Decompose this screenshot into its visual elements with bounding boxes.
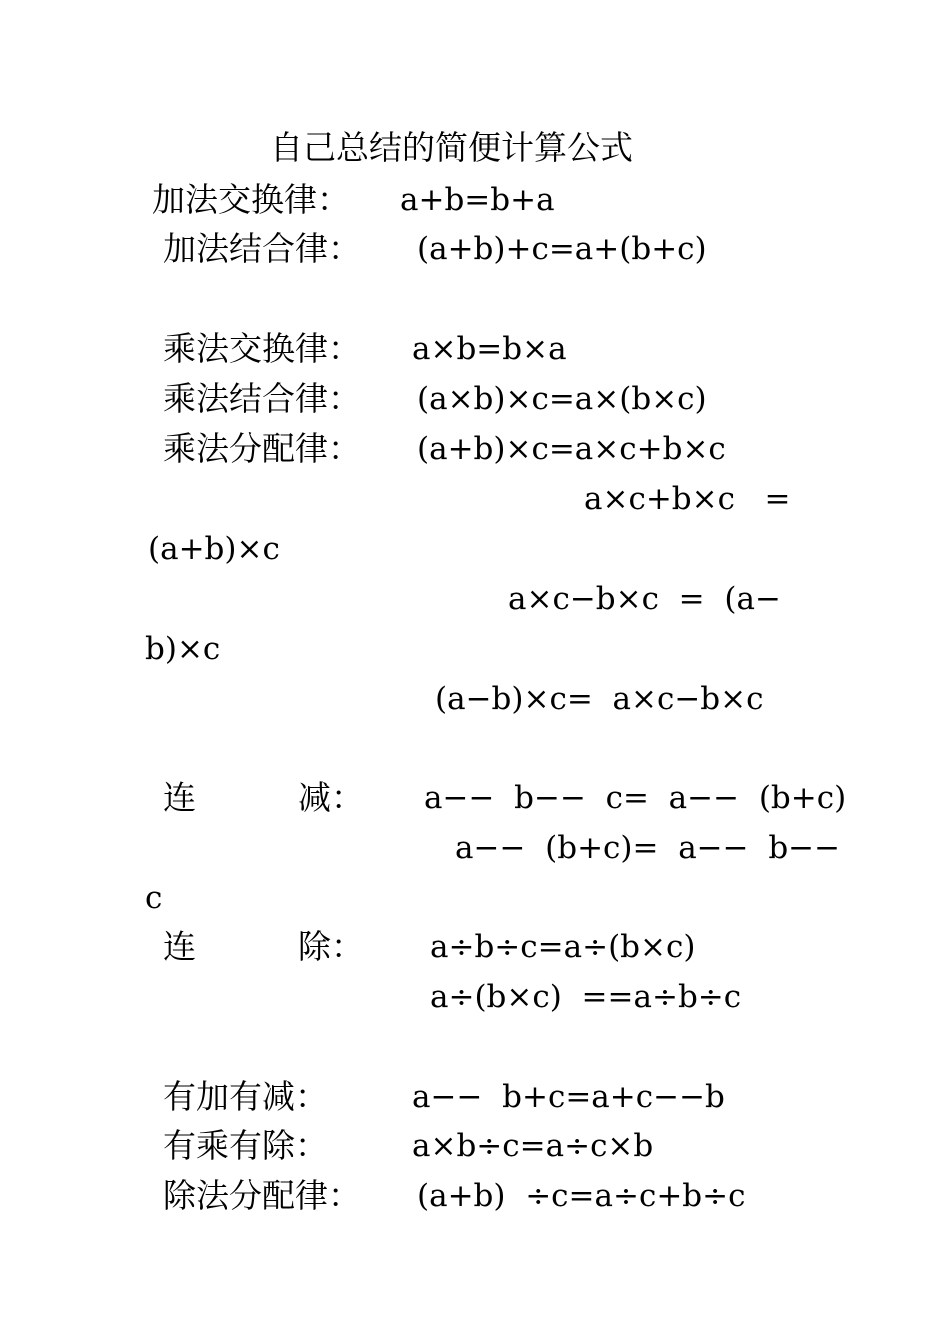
add-commutative-label: 加法交换律： bbox=[152, 180, 350, 219]
continuous-subtraction-label-b: 减： bbox=[298, 778, 364, 817]
continuous-subtraction-line3: c bbox=[145, 880, 163, 916]
mul-div-label: 有乘有除： bbox=[163, 1126, 328, 1165]
continuous-subtraction-label-a: 连 bbox=[163, 778, 196, 817]
mul-distributive-line3-part1: a×c−b×c = (a− bbox=[508, 581, 781, 617]
continuous-division-line2: a÷(b×c) ==a÷b÷c bbox=[430, 979, 742, 1015]
add-commutative-formula: a+b=b+a bbox=[400, 182, 555, 218]
mul-distributive-line4: (a−b)×c= a×c−b×c bbox=[435, 681, 764, 717]
mul-distributive-formula: (a+b)×c=a×c+b×c bbox=[417, 431, 726, 467]
continuous-subtraction-formula: a−− b−− c= a−− (b+c) bbox=[424, 780, 847, 816]
mul-div-formula: a×b÷c=a÷c×b bbox=[412, 1128, 654, 1164]
mul-commutative-label: 乘法交换律： bbox=[163, 329, 361, 368]
mul-associative-formula: (a×b)×c=a×(b×c) bbox=[417, 381, 707, 417]
continuous-division-formula: a÷b÷c=a÷(b×c) bbox=[430, 929, 696, 965]
page-title: 自己总结的简便计算公式 bbox=[270, 128, 633, 167]
mul-commutative-formula: a×b=b×a bbox=[412, 331, 567, 367]
add-associative-formula: (a+b)+c=a+(b+c) bbox=[417, 231, 707, 267]
add-subtract-label: 有加有减： bbox=[163, 1077, 328, 1116]
add-associative-label: 加法结合律： bbox=[163, 229, 361, 268]
mul-distributive-line3-part2: b)×c bbox=[145, 631, 221, 667]
mul-associative-label: 乘法结合律： bbox=[163, 379, 361, 418]
div-distributive-formula: (a+b) ÷c=a÷c+b÷c bbox=[417, 1178, 746, 1214]
continuous-subtraction-line2: a−− (b+c)= a−− b−− bbox=[455, 830, 841, 866]
add-subtract-formula: a−− b+c=a+c−−b bbox=[412, 1079, 725, 1115]
mul-distributive-line2-part2: (a+b)×c bbox=[148, 531, 280, 567]
mul-distributive-line2-part1: a×c+b×c = bbox=[584, 481, 791, 517]
continuous-division-label-b: 除： bbox=[298, 927, 364, 966]
div-distributive-label: 除法分配律： bbox=[163, 1176, 361, 1215]
continuous-division-label-a: 连 bbox=[163, 927, 196, 966]
mul-distributive-label: 乘法分配律： bbox=[163, 429, 361, 468]
